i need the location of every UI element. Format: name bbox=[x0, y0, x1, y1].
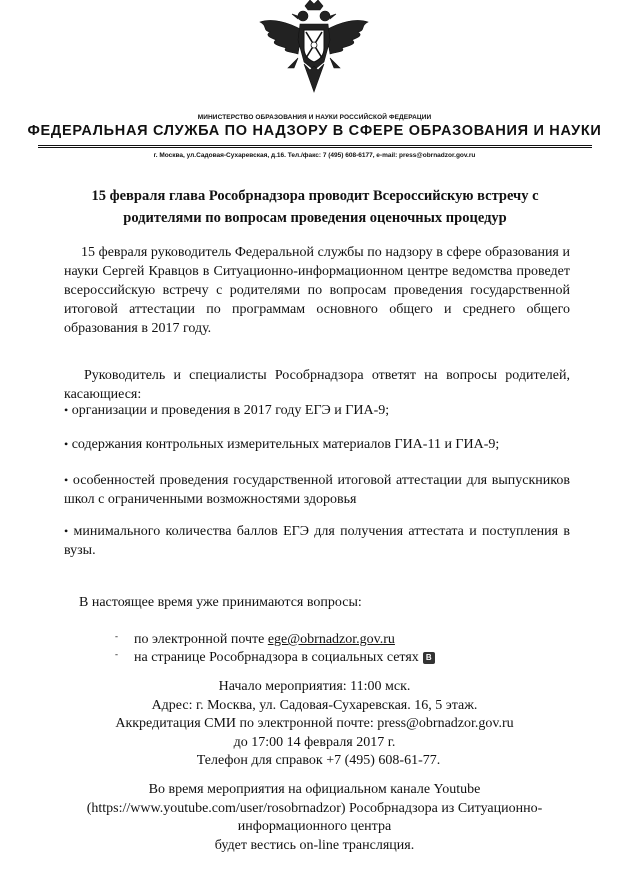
header-rule-bottom bbox=[38, 147, 592, 148]
bullet-icon: • bbox=[64, 524, 69, 538]
youtube-line-3: информационного центра bbox=[237, 819, 392, 835]
topics-paragraph-text: Руководитель и специалисты Рособрнадзора ответят на вопросы родителей, касающиеся: bbox=[64, 368, 570, 402]
youtube-info bbox=[0, 781, 629, 855]
agency-name: ФЕДЕРАЛЬНАЯ СЛУЖБА ПО НАДЗОРУ В СФЕРЕ ОБРАЗОВАНИЯ И НАУКИ bbox=[27, 123, 602, 139]
bullet-icon: • bbox=[64, 437, 69, 451]
document-title bbox=[60, 185, 570, 229]
title-line-2: родителями по вопросам проведения оценочных процедур bbox=[123, 210, 507, 226]
list-item-text: организации и проведения в 2017 году ЕГЭ и ГИА-9; bbox=[71, 403, 390, 418]
youtube-line-2: (https://www.youtube.com/user/rosobrnadzor) Рособрнадзора из Ситуационно- bbox=[86, 800, 543, 816]
list-item bbox=[64, 435, 570, 454]
channel-email-prefix: по электронной почте bbox=[134, 632, 268, 647]
intro-paragraph bbox=[64, 243, 570, 338]
event-deadline: до 17:00 14 февраля 2017 г. bbox=[233, 734, 396, 750]
dash-icon: - bbox=[115, 649, 118, 659]
event-accreditation: Аккредитация СМИ по электронной почте: press@obrnadzor.gov.ru bbox=[115, 716, 514, 732]
header-rule-top bbox=[38, 145, 592, 146]
header-contacts: г. Москва, ул.Садовая-Сухаревская, д.16. Тел./факс: 7 (495) 608-6177, e-mail: press@obrnadzor.gov.ru bbox=[153, 152, 476, 159]
email-link[interactable]: ege@obrnadzor.gov.ru bbox=[267, 632, 395, 647]
event-address: Адрес: г. Москва, ул. Садовая-Сухаревская. 16, 5 этаж. bbox=[151, 697, 478, 713]
bullet-icon: • bbox=[64, 473, 69, 487]
list-item bbox=[64, 471, 570, 509]
event-start: Начало мероприятия: 11:00 мск. bbox=[218, 679, 411, 694]
questions-heading: В настоящее время уже принимаются вопросы: bbox=[79, 595, 362, 610]
vk-icon[interactable]: В bbox=[423, 652, 435, 664]
event-details bbox=[0, 678, 629, 771]
ministry-name: МИНИСТЕРСТВО ОБРАЗОВАНИЯ И НАУКИ РОССИЙСКОЙ ФЕДЕРАЦИИ bbox=[197, 114, 432, 121]
list-item bbox=[64, 401, 570, 420]
dash-icon: - bbox=[115, 631, 118, 641]
eagle-emblem-icon bbox=[258, 0, 370, 98]
list-item-text: содержания контрольных измерительных материалов ГИА-11 и ГИА-9; bbox=[71, 437, 500, 452]
channel-social bbox=[115, 645, 435, 667]
youtube-line-4: будет вестись on-line трансляция. bbox=[214, 837, 415, 853]
list-item bbox=[64, 522, 570, 560]
event-phone: Телефон для справок +7 (495) 608-61-77. bbox=[196, 753, 441, 769]
topics-paragraph bbox=[64, 366, 570, 404]
channel-social-text: на странице Рособрнадзора в социальных сетях bbox=[134, 650, 419, 665]
list-item-text: минимального количества баллов ЕГЭ для получения аттестата и поступления в вузы. bbox=[64, 524, 570, 558]
bullet-icon: • bbox=[64, 403, 69, 417]
title-line-1: 15 февраля глава Рособрнадзора проводит Всероссийскую встречу с bbox=[91, 188, 539, 204]
youtube-line-1: Во время мероприятия на официальном канале Youtube bbox=[148, 782, 481, 797]
intro-paragraph-text: 15 февраля руководитель Федеральной службы по надзору в сфере образования и науки Сергей Кравцов в Ситуационно-информационном центре ведомства проведет всероссийскую встречу с родителями по вопросам проведения государственной итоговой аттестации по программам основного общего и среднего общего образования в 2017 году. bbox=[64, 245, 570, 336]
list-item-text: особенностей проведения государственной итоговой аттестации для выпускников школ с ограниченными возможностями здоровья bbox=[64, 473, 570, 507]
